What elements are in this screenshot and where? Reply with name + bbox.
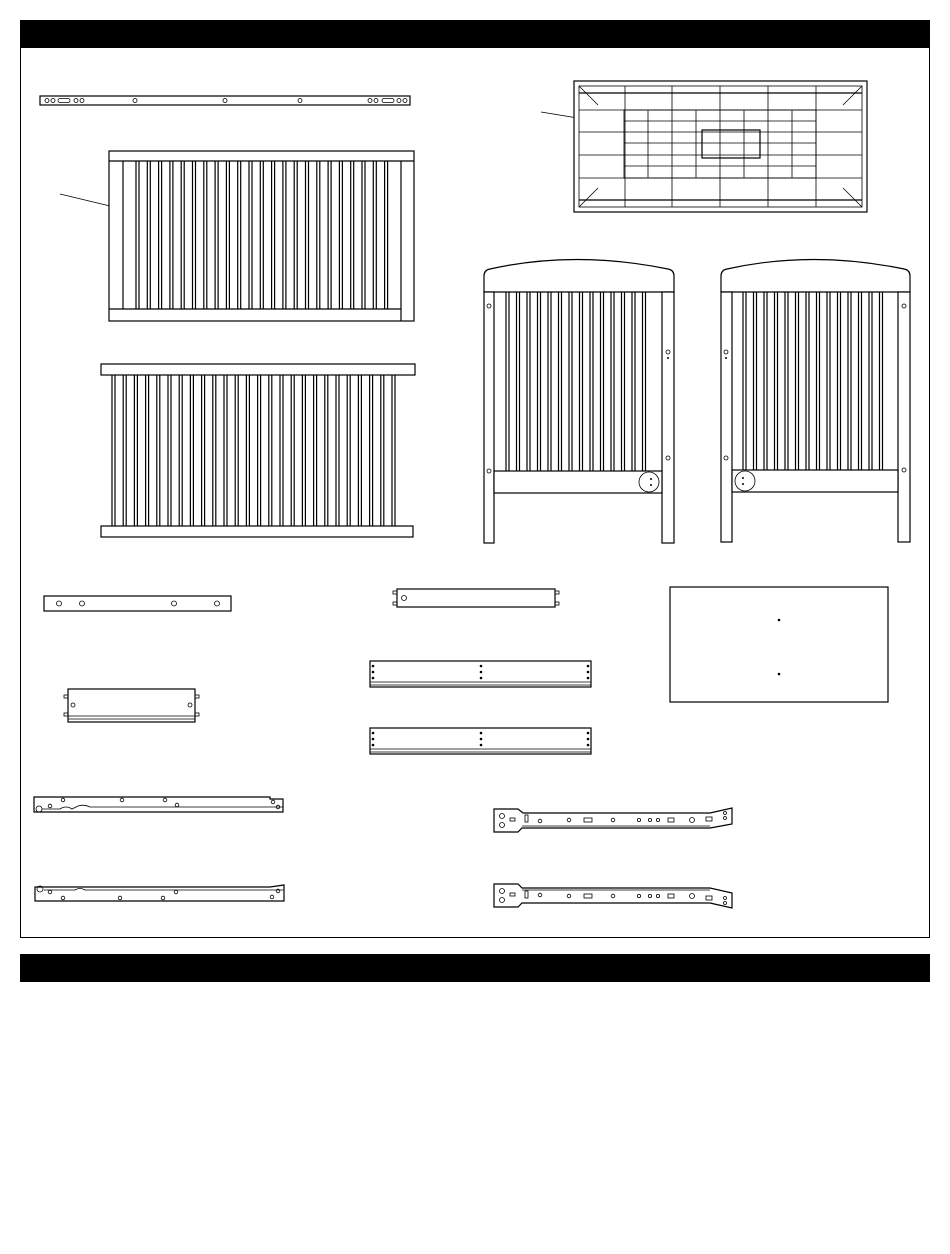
rectangular-panel [670,587,888,702]
small-board-pins [64,689,199,722]
metal-bracket-left-lower [35,885,284,901]
wide-board-lower [370,728,591,754]
right-end-panel [721,260,910,543]
metal-bracket-right-upper [494,808,732,832]
long-metal-bar [40,96,410,105]
wide-board-upper [370,661,591,687]
metal-bracket-right-lower [494,884,732,908]
left-end-panel [484,260,674,544]
front-side-rail [60,151,414,321]
mattress-support-spring [541,81,867,212]
metal-bracket-left-upper [34,797,283,812]
back-side-rail [101,364,415,537]
stabilizer-bar-pins [393,589,559,607]
short-bar-four-holes [44,596,231,611]
